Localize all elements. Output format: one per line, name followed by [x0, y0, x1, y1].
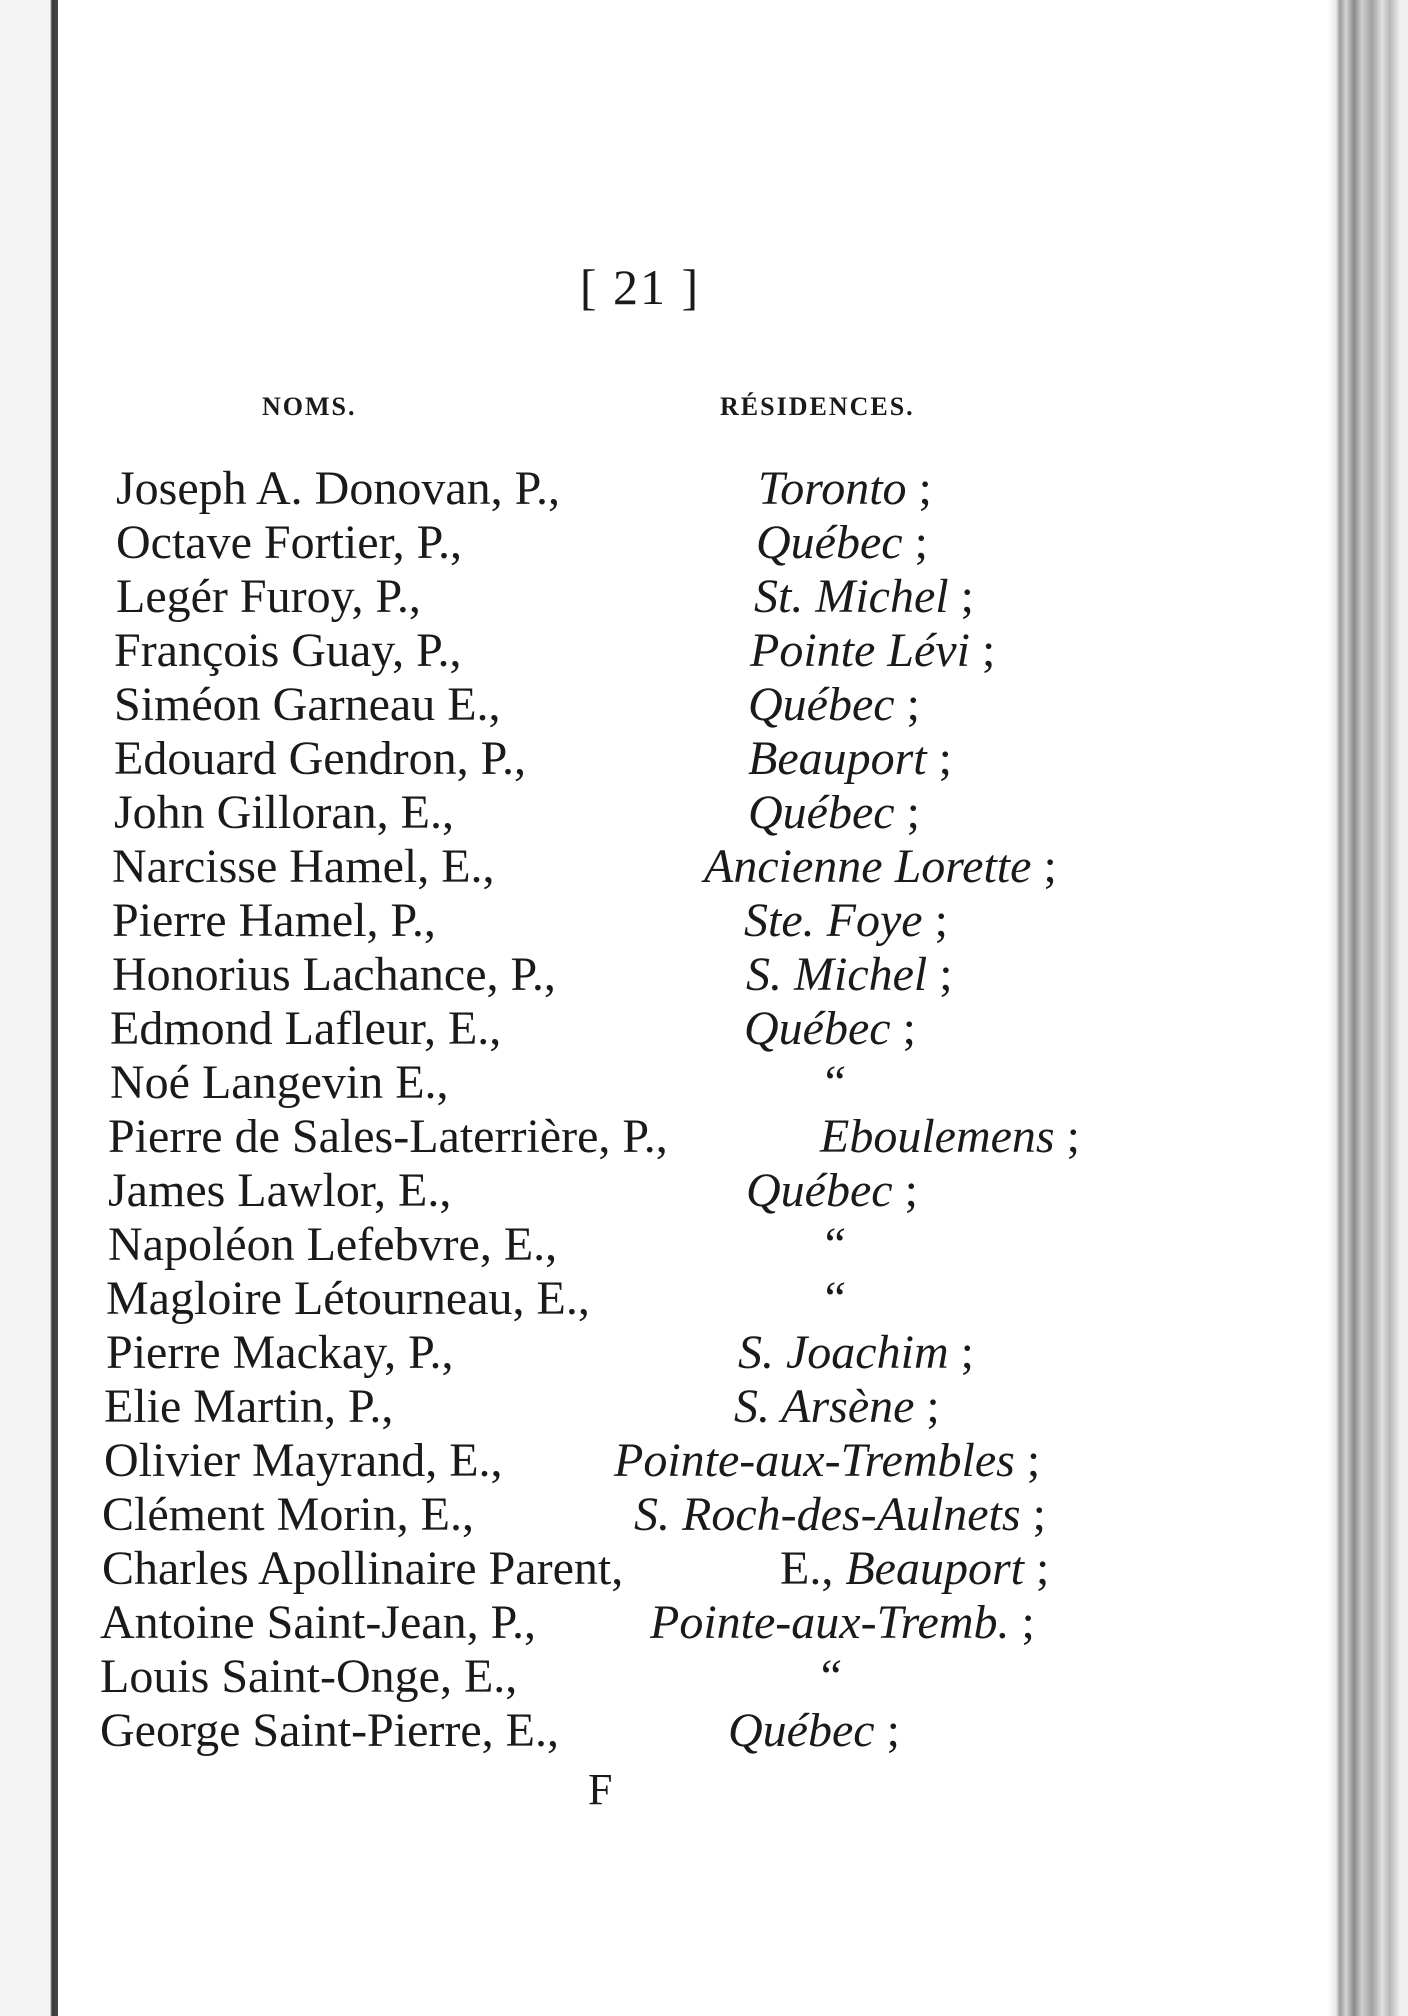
entry-residence: Québec ;	[748, 678, 920, 731]
entry-residence: S. Michel ;	[746, 948, 953, 1001]
entry-residence: Pointe-aux-Trembles ;	[614, 1434, 1041, 1487]
entries-list	[100, 462, 1160, 1758]
entry-name: Antoine Saint-Jean, P.,	[100, 1596, 536, 1649]
entry-residence: Québec ;	[756, 516, 928, 569]
entry-residence: “	[820, 1272, 847, 1325]
entry-residence: S. Joachim ;	[738, 1326, 974, 1379]
entry-residence: Ste. Foye ;	[744, 894, 948, 947]
entry-name: Magloire Létourneau, E.,	[106, 1272, 590, 1325]
entry-name: George Saint-Pierre, E.,	[100, 1704, 559, 1757]
entry-name: Edmond Lafleur, E.,	[110, 1002, 502, 1055]
entry-residence: Ancienne Lorette ;	[704, 840, 1057, 893]
entry-name: Octave Fortier, P.,	[116, 516, 463, 569]
entry-residence: E., Beauport ;	[780, 1542, 1050, 1595]
page-edge	[1328, 0, 1408, 2016]
entry-name: Charles Apollinaire Parent,	[102, 1542, 624, 1595]
column-header-names: NOMS.	[262, 392, 357, 421]
entry-name: John Gilloran, E.,	[114, 786, 454, 839]
list-item	[100, 570, 1160, 624]
entry-name: Pierre de Sales-Laterrière, P.,	[108, 1110, 668, 1163]
entry-residence: St. Michel ;	[754, 570, 974, 623]
list-item	[100, 1164, 1160, 1218]
entry-residence: Québec ;	[728, 1704, 900, 1757]
entry-residence: Pointe-aux-Tremb. ;	[650, 1596, 1035, 1649]
entry-name: Honorius Lachance, P.,	[112, 948, 556, 1001]
list-item	[100, 1110, 1160, 1164]
entry-residence: S. Roch-des-Aulnets ;	[634, 1488, 1046, 1541]
list-item	[100, 786, 1160, 840]
entry-name: Narcisse Hamel, E.,	[112, 840, 495, 893]
entry-residence: “	[820, 1056, 847, 1109]
entry-name: Pierre Mackay, P.,	[106, 1326, 454, 1379]
list-item	[100, 462, 1160, 516]
entry-residence: “	[816, 1650, 843, 1703]
entry-name: Siméon Garneau E.,	[114, 678, 501, 731]
page-binding-shadow	[0, 0, 58, 2016]
list-item	[100, 1488, 1160, 1542]
list-item	[100, 1434, 1160, 1488]
entry-name: Olivier Mayrand, E.,	[104, 1434, 503, 1487]
entry-name: Joseph A. Donovan, P.,	[116, 462, 561, 515]
list-item	[100, 624, 1160, 678]
column-header-residences: RÉSIDENCES.	[720, 392, 915, 421]
entry-name: Noé Langevin E.,	[110, 1056, 449, 1109]
page-number: [ 21 ]	[579, 259, 701, 315]
list-item	[100, 1326, 1160, 1380]
list-item	[100, 948, 1160, 1002]
entry-name: Elie Martin, P.,	[104, 1380, 394, 1433]
entry-residence: Québec ;	[748, 786, 920, 839]
list-item	[100, 1704, 1160, 1758]
list-item	[100, 732, 1160, 786]
list-item	[100, 1002, 1160, 1056]
entry-name: Pierre Hamel, P.,	[112, 894, 436, 947]
entry-name: Clément Morin, E.,	[102, 1488, 474, 1541]
entry-name: Louis Saint-Onge, E.,	[100, 1650, 518, 1703]
entry-residence: “	[820, 1218, 847, 1271]
list-item	[100, 840, 1160, 894]
entry-name: Edouard Gendron, P.,	[114, 732, 526, 785]
list-item	[100, 1218, 1160, 1272]
entry-residence: Pointe Lévi ;	[750, 624, 996, 677]
list-item	[100, 1272, 1160, 1326]
entry-residence: Eboulemens ;	[820, 1110, 1080, 1163]
entry-residence: Beauport ;	[748, 732, 952, 785]
signature-mark: F	[588, 1765, 613, 1814]
entry-name: François Guay, P.,	[114, 624, 462, 677]
list-item	[100, 1596, 1160, 1650]
list-item	[100, 516, 1160, 570]
list-item	[100, 1056, 1160, 1110]
list-item	[100, 1650, 1160, 1704]
entry-name: Napoléon Lefebvre, E.,	[108, 1218, 558, 1271]
list-item	[100, 678, 1160, 732]
entry-residence: S. Arsène ;	[734, 1380, 940, 1433]
entry-name: Legér Furoy, P.,	[116, 570, 421, 623]
entry-residence: Québec ;	[746, 1164, 918, 1217]
list-item	[100, 1542, 1160, 1596]
entry-residence: Toronto ;	[758, 462, 932, 515]
entry-residence: Québec ;	[744, 1002, 916, 1055]
entry-name: James Lawlor, E.,	[108, 1164, 452, 1217]
list-item	[100, 894, 1160, 948]
list-item	[100, 1380, 1160, 1434]
